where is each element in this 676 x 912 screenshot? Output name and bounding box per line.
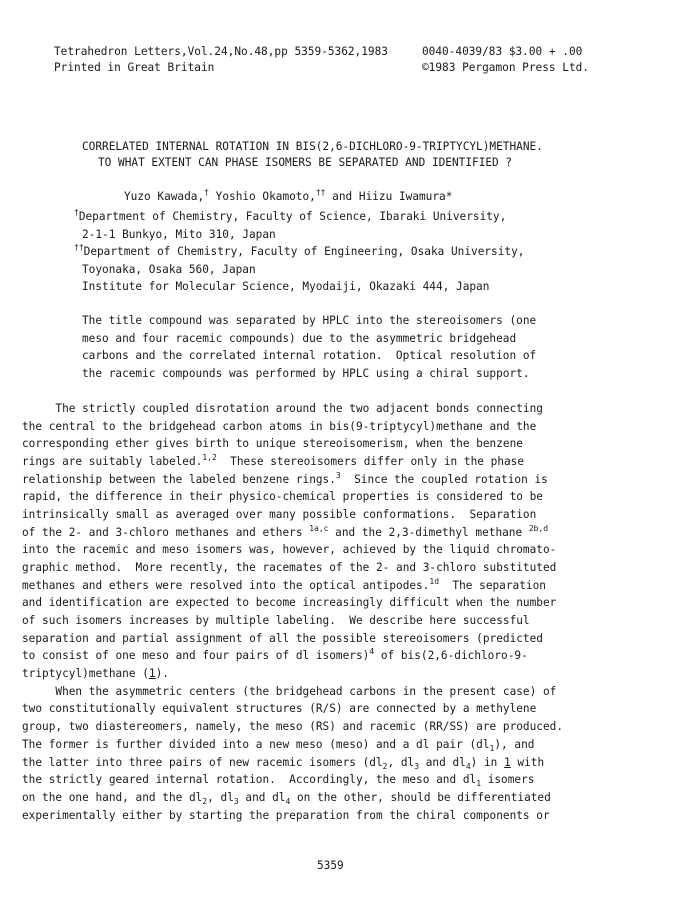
body-line: into the racemic and meso isomers was, however, achieved by the liquid chromato- [22,543,557,556]
affiliation-3 [74,243,525,258]
abstract-line: The title compound was separated by HPLC into the stereoisomers (one [82,314,537,327]
reference-superscript: 4 [369,647,375,656]
subscript: 4 [285,797,291,806]
body-line: of such isomers increases by multiple labeling. We describe here successful [22,614,530,627]
text-run: the latter into three pairs of new racemic isomers (dl [22,756,383,769]
subscript: 1 [476,779,482,788]
body-line: experimentally either by starting the preparation from the chiral components or [22,809,550,822]
paper-title-line-1: CORRELATED INTERNAL ROTATION IN BIS(2,6-DICHLORO-9-TRIPTYCYL)METHANE. [82,140,543,153]
affiliation-mark: † [74,208,79,217]
body-line [22,756,545,771]
text-run: ). [155,667,169,680]
text-run: of the 2- and 3-chloro methanes and ethers [22,526,310,539]
copyright: ©1983 Pergamon Press Ltd. [422,61,589,74]
body-line: graphic method. More recently, the racemates of the 2- and 3-chloro substituted [22,561,557,574]
subscript: 2 [382,762,388,771]
text-run: These stereoisomers differ only in the phase [216,455,525,468]
text-run: on the one hand, and the dl [22,791,203,804]
body-line [22,524,549,539]
text-run: isomers [481,773,535,786]
affiliation-4: Toyonaka, Osaka 560, Japan [82,263,256,276]
body-line [22,471,548,486]
subscript: 3 [414,762,420,771]
text-run: triptycyl)methane ( [22,667,149,680]
paper-title-line-2: TO WHAT EXTENT CAN PHASE ISOMERS BE SEPARATED AND IDENTIFIED ? [98,156,513,169]
body-line: rapid, the difference in their physico-chemical properties is considered to be [22,490,543,503]
compound-number: 1 [148,667,156,680]
text-run: rings are suitably labeled. [22,455,203,468]
text-run: ), and [494,738,535,751]
text-run: and dl [419,756,466,769]
body-line [22,773,535,788]
compound-number: 1 [504,756,511,769]
body-line: The strictly coupled disrotation around the two adjacent bonds connecting [22,402,543,415]
body-line: two constitutionally equivalent structures (R/S) are connected by a methylene [22,702,537,715]
affiliation-text: Department of Chemistry, Faculty of Science, Ibaraki University, [78,210,507,223]
subscript: 1 [489,744,495,753]
body-line: and identification are expected to become increasingly difficult when the number [22,596,557,609]
abstract-line: carbons and the correlated internal rotation. Optical resolution of [82,349,537,362]
text-run: methanes and ethers were resolved into the optical antipodes. [22,579,430,592]
text-run: and dl [238,791,286,804]
text-run: , dl [207,791,234,804]
affiliation-1 [74,208,507,223]
text-run: relationship between the labeled benzene rings. [22,473,336,486]
text-run: The former is further divided into a new meso (meso) and a dl pair (dl [22,738,490,751]
body-line: When the asymmetric centers (the bridgehead carbons in the present case) of [22,685,557,698]
body-line [22,738,535,753]
author-mark-1: † [204,188,209,197]
price-code: 0040-4039/83 $3.00 + .00 [422,45,583,58]
author-okamoto: Yoshio Okamoto, [208,190,316,203]
reference-superscript: 3 [335,471,341,480]
body-line [22,791,551,806]
reference-superscript: 2b,d [528,524,549,533]
text-run: on the other, should be differentiated [290,791,551,804]
affiliation-text: Department of Chemistry, Faculty of Engineering, Osaka University, [83,245,525,258]
reference-superscript: 1d [429,577,440,586]
page-number: 5359 [317,859,344,872]
body-line [22,647,528,662]
text-run: ) in [470,756,505,769]
author-iwamura: and Hiizu Iwamura* [325,190,453,203]
subscript: 3 [233,797,239,806]
author-mark-2: †† [315,188,326,197]
author-list [124,188,453,203]
abstract-line: meso and four racemic compounds) due to the asymmetric bridgehead [82,332,517,345]
body-line: intrinsically small as averaged over many possible conformations. Separation [22,508,537,521]
text-run: of bis(2,6-dichloro-9- [374,649,528,662]
body-line: corresponding ether gives birth to unique stereoisomerism, when the benzene [22,437,523,450]
body-line: group, two diastereomers, namely, the meso (RS) and racemic (RR/SS) are produced. [22,720,563,733]
body-line: separation and partial assignment of all the possible stereoisomers (predicted [22,632,543,645]
author-kawada: Yuzo Kawada, [124,190,205,203]
text-run: and the 2,3-dimethyl methane [328,526,529,539]
affiliation-mark: †† [74,243,84,252]
affiliation-5: Institute for Molecular Science, Myodaiji, Okazaki 444, Japan [82,280,490,293]
reference-superscript: 1,2 [202,453,217,462]
affiliation-2: 2-1-1 Bunkyo, Mito 310, Japan [82,228,276,241]
text-run: to consist of one meso and four pairs of dl isomers) [22,649,370,662]
subscript: 4 [465,762,471,771]
text-run: Since the coupled rotation is [340,473,548,486]
text-run: The separation [439,579,546,592]
subscript: 2 [202,797,208,806]
reference-superscript: 1a,c [309,524,329,533]
body-line [22,577,546,592]
text-run: the strictly geared internal rotation. Accordingly, the meso and dl [22,773,477,786]
body-line [22,668,169,679]
text-run: , dl [387,756,415,769]
text-run: with [510,756,545,769]
journal-citation: Tetrahedron Letters,Vol.24,No.48,pp 5359-5362,1983 [54,45,388,58]
body-line: the central to the bridgehead carbon atoms in bis(9-triptycyl)methane and the [22,420,537,433]
abstract-line: the racemic compounds was performed by HPLC using a chiral support. [82,367,530,380]
body-line [22,453,525,468]
printed-in: Printed in Great Britain [54,61,215,74]
